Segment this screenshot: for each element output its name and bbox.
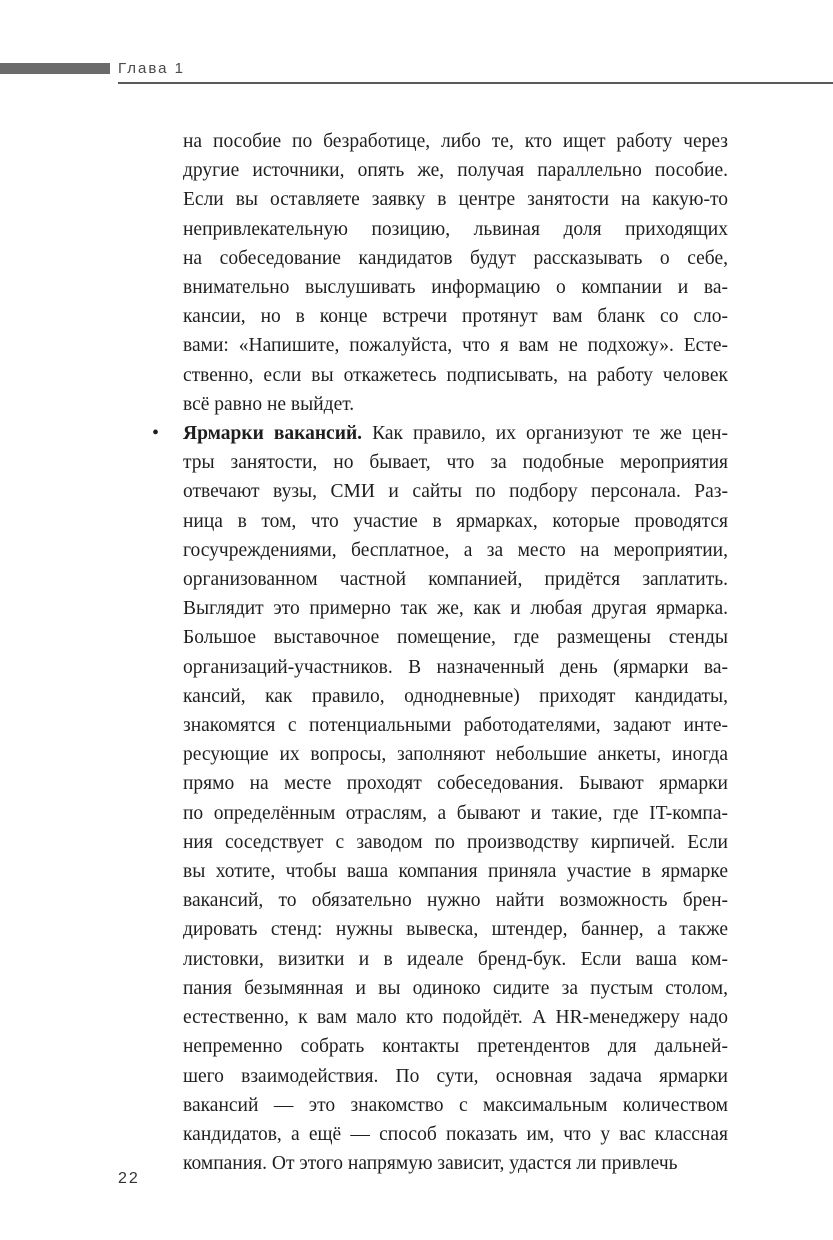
text-line: вакансий — это знакомство с максимальным количеством [183,1094,728,1116]
text-line: отвечают вузы, СМИ и сайты по подбору персонала. Раз- [183,481,728,503]
text-line: вы хотите, чтобы ваша компания приняла участие в ярмарке [183,861,728,883]
text-line: на собеседование кандидатов будут рассказывать о себе, [183,247,728,269]
text-line: всё равно не выйдет. [183,393,355,415]
text-line: тры занятости, но бывает, что за подобные мероприятия [183,452,728,474]
text-line: вакансий, то обязательно нужно найти возможность брен- [183,890,728,912]
text-line: листовки, визитки и в идеале бренд-бук. Если ваша ком- [183,948,728,970]
text-line: непривлекательную позицию, львиная доля приходящих [183,218,728,240]
text-line: внимательно выслушивать информацию о компании и ва- [183,277,728,299]
text-line: шего взаимодействия. По сути, основная задача ярмарки [183,1065,728,1087]
text-line: ница в том, что участие в ярмарках, которые проводятся [183,510,728,532]
text-line: ния соседствует с заводом по производству кирпичей. Если [183,831,728,853]
text-line: Если вы оставляете заявку в центре занятости на какую-то [183,189,728,211]
text-line: на пособие по безработице, либо те, кто ищет работу через [183,131,728,152]
text-line: Выглядит это примерно так же, как и любая другая ярмарка. [183,598,728,620]
header-bar [0,63,110,74]
text-line: кансии, но в конце встречи протянут вам бланк со сло- [183,306,728,328]
text-line: кандидатов, а ещё — способ показать им, что у вас классная [183,1123,728,1145]
text-line: компания. От этого напрямую зависит, удастся ли привлечь [183,1153,678,1175]
text-line: знакомятся с потенциальными работодателями, задают инте- [183,715,728,737]
text-span: Как правило, их организуют те же цен- [362,423,728,445]
text-line: организаций-участников. В назначенный день (ярмарки ва- [183,656,728,678]
page-number: 22 [118,1170,140,1187]
text-line: дировать стенд: нужны вывеска, штендер, баннер, а также [183,919,728,941]
bullet-first-line [183,419,728,448]
text-line: ственно, если вы откажетесь подписывать, на работу человек [183,364,728,386]
chapter-title: Глава 1 [118,60,186,77]
text-line: непременно собрать контакты претендентов для дальней- [183,1036,728,1058]
paragraph [183,127,728,419]
text-line: госучреждениями, бесплатное, а за место на мероприятии, [183,539,728,561]
text-line: организованном частной компанией, придётся заплатить. [183,569,728,591]
text-line: по определённым отраслям, а бывают и такие, где IT-компа- [183,802,728,824]
text-line: вами: «Напишите, пожалуйста, что я вам не подхожу». Есте- [183,335,728,357]
bullet-marker: • [152,422,160,445]
bullet-lead: Ярмарки вакансий. [183,423,363,445]
text-line: ресующие их вопросы, заполняют небольшие анкеты, иногда [183,744,728,766]
header-rule [118,82,833,84]
text-line: пания безымянная и вы одиноко сидите за пустым столом, [183,977,728,999]
text-line: кансий, как правило, однодневные) приходят кандидаты, [183,685,728,707]
text-line: Большое выставочное помещение, где размещены стенды [183,627,728,649]
text-line: прямо на месте проходят собеседования. Бывают ярмарки [183,773,728,795]
bullet-item [152,419,728,1178]
body-text [152,127,728,1178]
text-line: естественно, к вам мало кто подойдёт. А HR-менеджеру надо [183,1007,728,1029]
text-line: другие источники, опять же, получая параллельно пособие. [183,160,728,182]
